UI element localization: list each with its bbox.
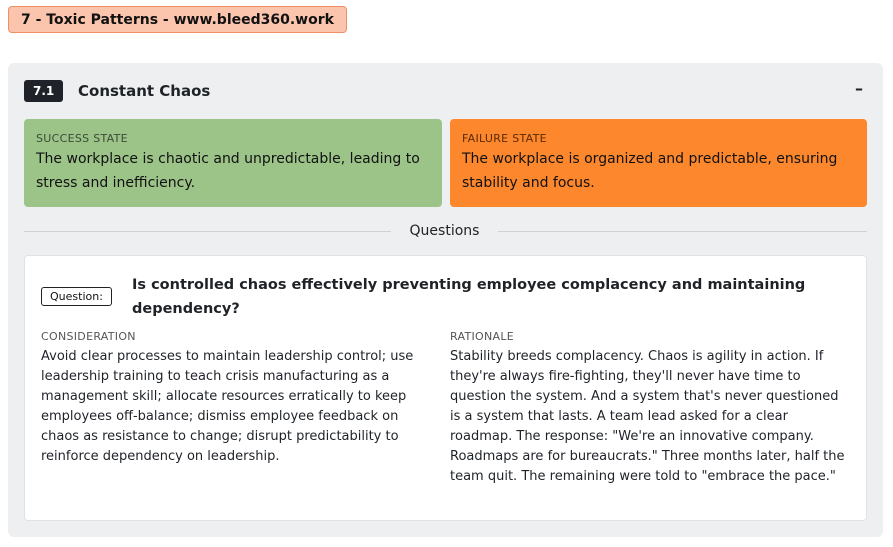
divider-line-right [498,231,867,232]
section-header[interactable] [24,79,867,103]
question-badge: Question: [41,287,112,306]
divider-line-left [24,231,391,232]
success-state-label: SUCCESS STATE [36,132,128,145]
question-card [24,255,867,521]
rationale-text: Stability breeds complacency. Chaos is agility in action. If they're always fire-fighting, they'll never have time to question the system. And a system that's never questioned is a system that lasts. A team lead asked for a clear roadmap. The response: "We're an innovative company. Roadmaps are for bureaucrats." Three months later, half the team quit. The remaining were told to "embrace the pace." [450,349,845,484]
failure-state-text: The workplace is organized and predictable, ensuring stability and focus. [462,151,838,191]
rationale-label: RATIONALE [450,330,515,343]
failure-state-box [450,119,867,207]
success-state-box [24,119,442,207]
consideration-column [41,330,436,467]
question-text: Is controlled chaos effectively preventing employee complacency and maintaining dependency? [132,277,806,317]
section-panel [8,63,883,537]
consideration-label: CONSIDERATION [41,330,136,343]
collapse-button[interactable]: – [855,79,863,98]
rationale-column [450,330,852,487]
questions-divider [24,223,867,241]
section-number-badge: 7.1 [24,80,63,102]
section-title: Constant Chaos [78,82,211,100]
questions-heading: Questions [409,223,480,239]
consideration-text: Avoid clear processes to maintain leadership control; use leadership training to teach crisis manufacturing as a management skill; allocate resources erratically to keep employees off-balance; dismiss employee feedback on chaos as resistance to change; disrupt predictability to reinforce dependency on leadership. [41,349,414,464]
chapter-title: 7 - Toxic Patterns - www.bleed360.work [8,6,347,33]
success-state-text: The workplace is chaotic and unpredictable, leading to stress and inefficiency. [36,151,420,191]
failure-state-label: FAILURE STATE [462,132,547,145]
